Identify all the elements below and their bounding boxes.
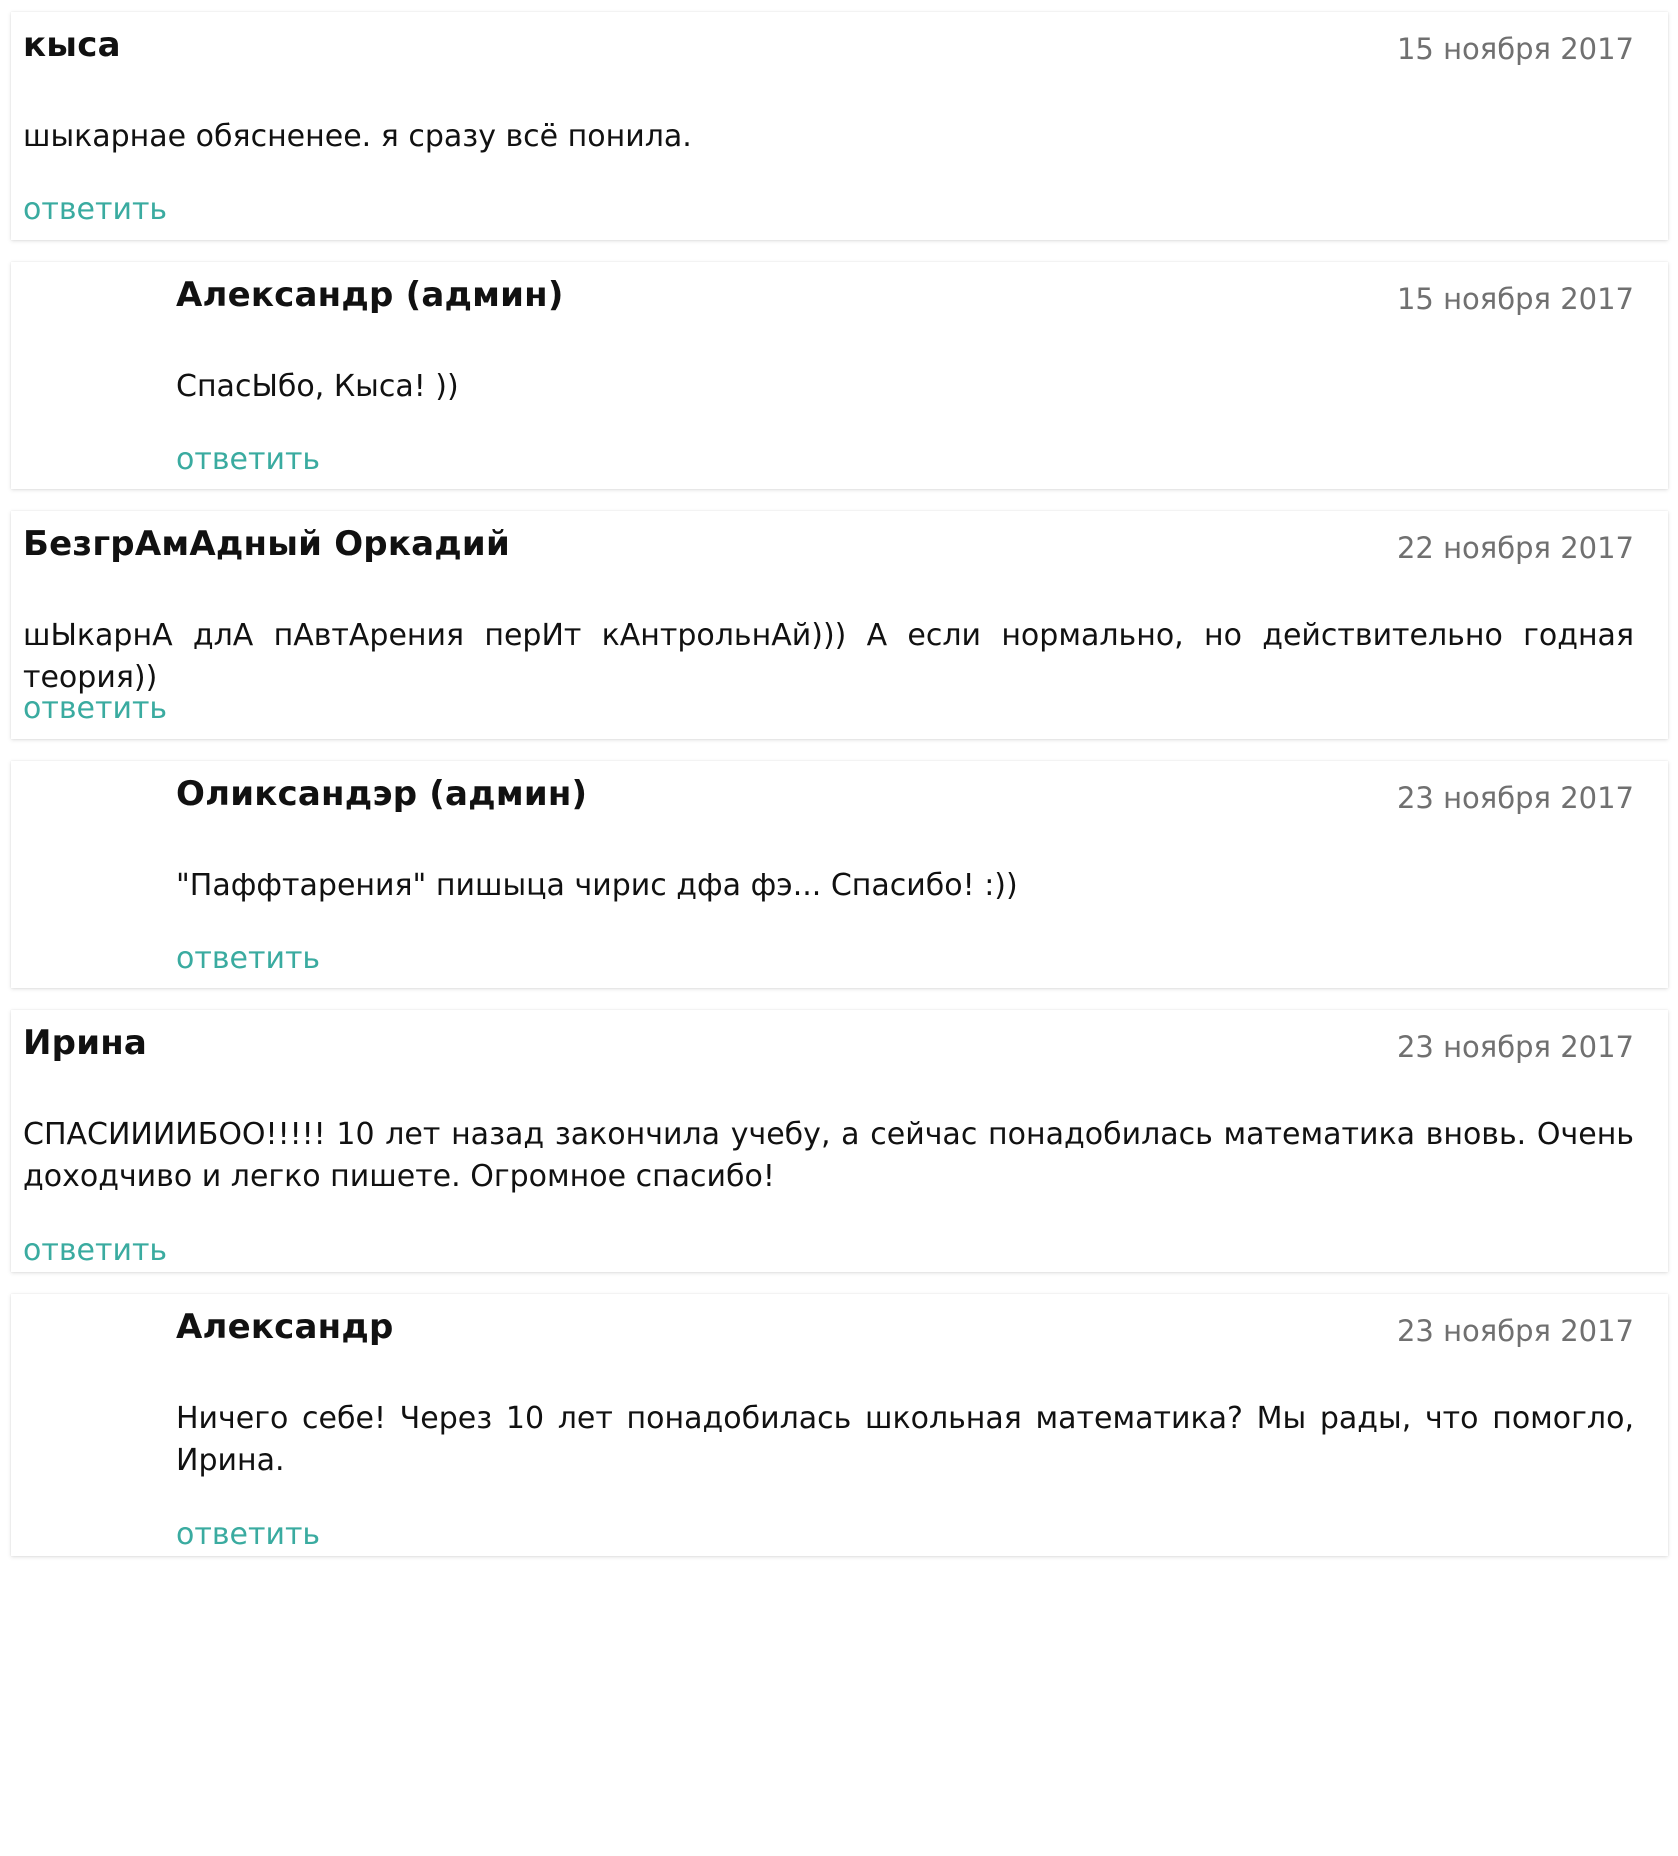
comment-author: кыса bbox=[23, 25, 121, 65]
reply-link[interactable]: ответить bbox=[23, 1233, 168, 1268]
comment-date: 22 ноября 2017 bbox=[1396, 531, 1634, 565]
comment-author: БезгрАмАдный Оркадий bbox=[23, 524, 510, 564]
reply-card bbox=[11, 1294, 1668, 1556]
comment-text: СПАСИИИИБОО!!!!! 10 лет назад закончила учебу, а сейчас понадобилась математика вновь. Очень доходчиво и легко пишете. Огромное спасибо! bbox=[23, 1117, 1634, 1194]
comment-date: 15 ноября 2017 bbox=[1396, 282, 1634, 316]
reply-link[interactable]: ответить bbox=[176, 941, 321, 976]
comment-text: "Паффтарения" пишыца чирис дфа фэ... Спасибо! :)) bbox=[176, 868, 1018, 903]
comment-author: Оликсандэр (админ) bbox=[176, 774, 588, 814]
comment-date: 23 ноября 2017 bbox=[1396, 1314, 1634, 1348]
comment-author: Александр bbox=[176, 1307, 394, 1347]
comment-author: Ирина bbox=[23, 1023, 148, 1063]
reply-link[interactable]: ответить bbox=[23, 691, 168, 726]
comment-date: 23 ноября 2017 bbox=[1396, 1030, 1634, 1064]
comment-date: 15 ноября 2017 bbox=[1396, 32, 1634, 66]
comment-text: шЫкарнА длА пАвтАрения перИт кАнтрольнАй))) А если нормально, но действительно годная теория)) bbox=[23, 618, 1634, 695]
comment-card bbox=[11, 511, 1668, 739]
reply-card bbox=[11, 262, 1668, 489]
comment-text: Ничего себе! Через 10 лет понадобилась школьная математика? Мы рады, что помогло, Ирина. bbox=[176, 1401, 1634, 1478]
comment-text: СпасЫбо, Кыса! )) bbox=[176, 369, 459, 404]
reply-link[interactable]: ответить bbox=[176, 442, 321, 477]
reply-link[interactable]: ответить bbox=[23, 192, 168, 227]
reply-link[interactable]: ответить bbox=[176, 1517, 321, 1552]
comment-author: Александр (админ) bbox=[176, 275, 564, 315]
comment-card bbox=[11, 12, 1668, 240]
comment-card bbox=[11, 1010, 1668, 1272]
reply-card bbox=[11, 761, 1668, 988]
comment-date: 23 ноября 2017 bbox=[1396, 781, 1634, 815]
comment-text: шыкарнае обясненее. я сразу всё понила. bbox=[23, 119, 692, 154]
